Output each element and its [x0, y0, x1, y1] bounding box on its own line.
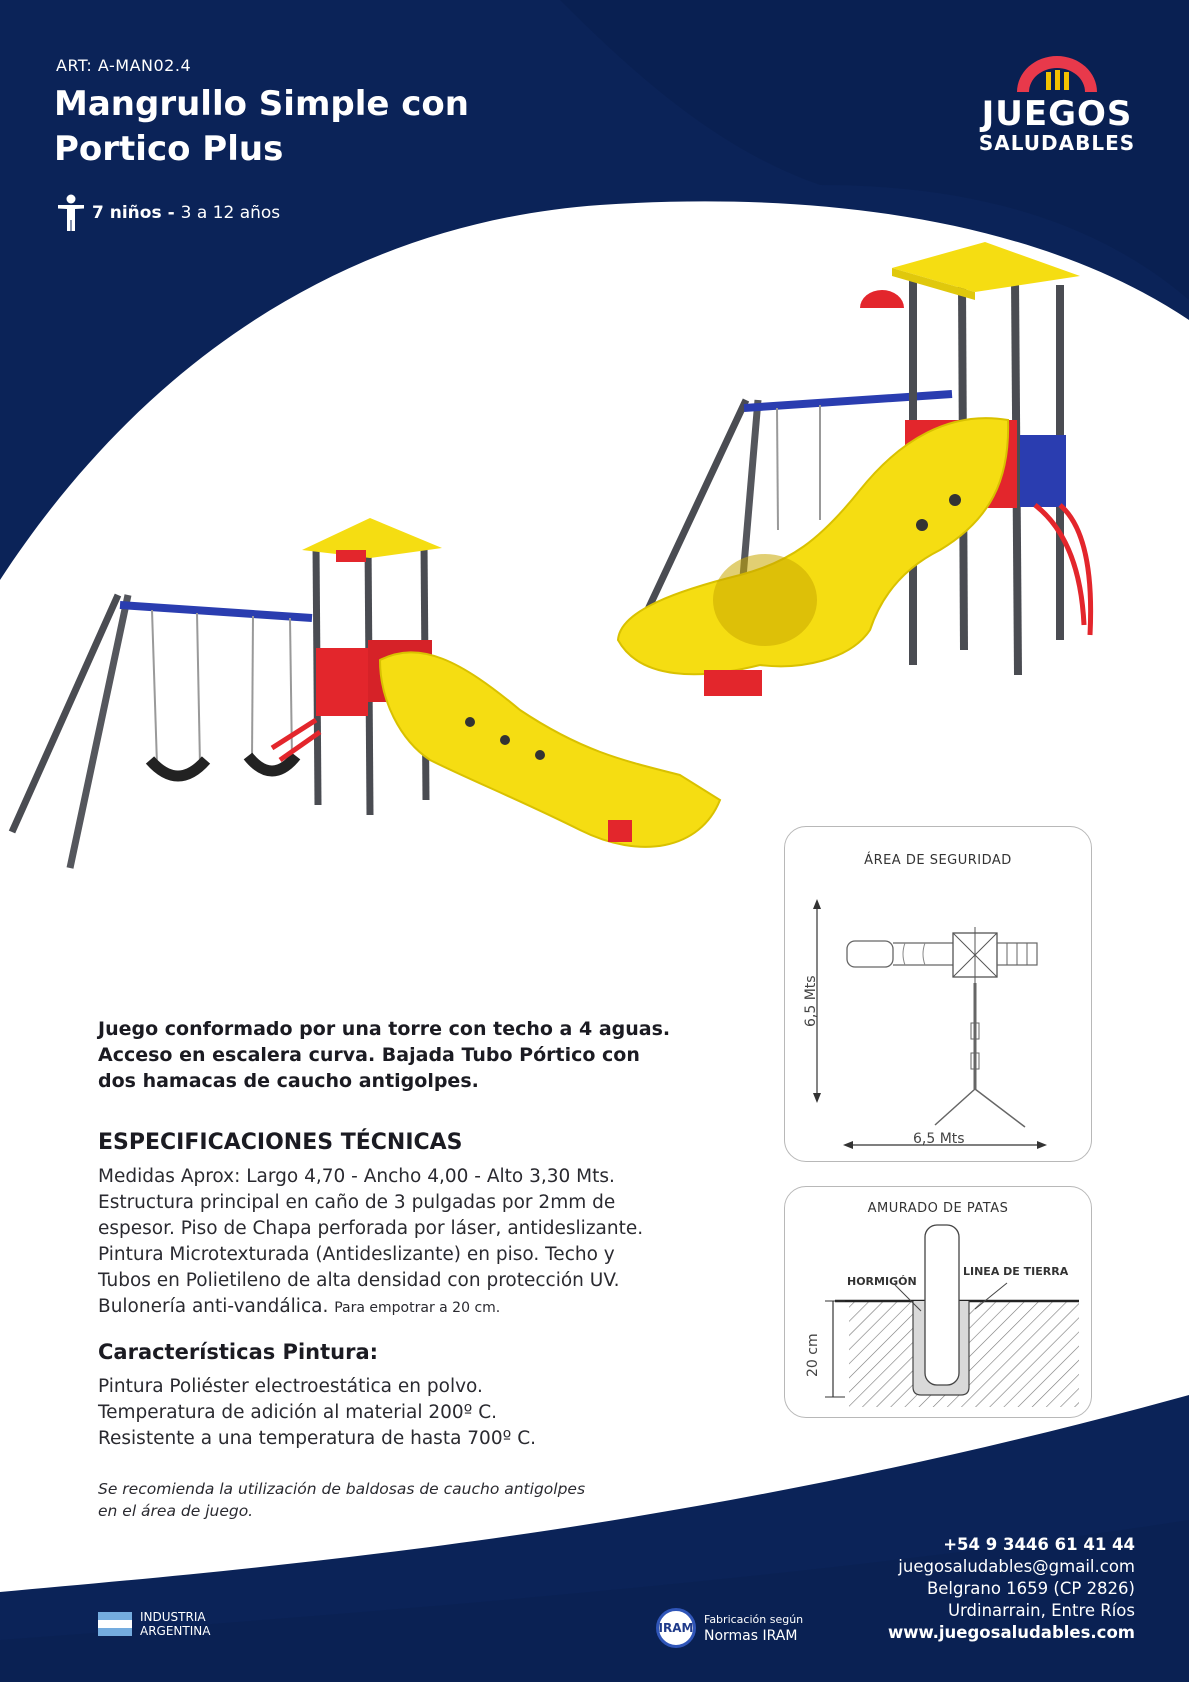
- industria-line-2: ARGENTINA: [140, 1624, 211, 1638]
- paint-list: [98, 1374, 638, 1452]
- contact-phone[interactable]: +54 9 3446 61 41 44: [943, 1535, 1135, 1554]
- product-title: Mangrullo Simple con Portico Plus: [54, 84, 469, 169]
- logo-arc-icon: [1011, 52, 1103, 94]
- depth-label: 20 cm: [805, 1333, 821, 1377]
- age-range: 3 a 12 años: [180, 203, 281, 223]
- tube-slide-left: [380, 652, 720, 847]
- recommendation-note: Se recomienda la utilización de baldosas de caucho antigolpes en el área de juego.: [98, 1480, 586, 1520]
- contact-website[interactable]: www.juegosaludables.com: [887, 1623, 1135, 1642]
- industria-argentina-badge: [98, 1610, 210, 1638]
- specs-small-text: Para empotrar a 20 cm.: [334, 1300, 501, 1316]
- ground-line-label: LINEA DE TIERRA: [963, 1265, 1069, 1278]
- safety-area-panel: [784, 826, 1092, 1162]
- product-illustration: [0, 240, 1189, 900]
- concrete-label: HORMIGÓN: [847, 1275, 917, 1288]
- article-code: [56, 56, 191, 75]
- paint-line-1: Pintura Poliéster electroestática en polvo.: [98, 1376, 483, 1397]
- tube-slide-right: [618, 418, 1008, 696]
- specs-body: [98, 1164, 658, 1321]
- child-icon: [56, 194, 86, 232]
- logo-line-2: SALUDABLES: [978, 131, 1136, 155]
- contact-email[interactable]: juegosaludables@gmail.com: [898, 1557, 1135, 1576]
- legs-title: AMURADO DE PATAS: [867, 1201, 1009, 1216]
- safety-area-diagram: [785, 827, 1093, 1163]
- paint-line-2: Temperatura de adición al material 200º C.: [98, 1402, 498, 1423]
- kids-separator: -: [167, 203, 175, 223]
- contact-address-1: Belgrano 1659 (CP 2826): [926, 1579, 1135, 1598]
- contact-block: [888, 1534, 1135, 1644]
- specs-title: ESPECIFICACIONES TÉCNICAS: [98, 1130, 463, 1155]
- iram-line-1: Fabricación según: [704, 1613, 804, 1626]
- swing-frame-left: [12, 595, 312, 868]
- capacity-info: [56, 194, 280, 232]
- industria-line-1: INDUSTRIA: [140, 1610, 206, 1624]
- iram-logo-icon: IRAM: [656, 1608, 696, 1648]
- paint-line-3: Resistente a una temperatura de hasta 700º C.: [98, 1428, 536, 1449]
- legs-panel: [784, 1186, 1092, 1418]
- argentina-flag-icon: [98, 1612, 132, 1636]
- legs-diagram: [785, 1187, 1093, 1419]
- safety-width-label: 6,5 Mts: [913, 1131, 965, 1147]
- logo-line-1: JUEGOS: [981, 94, 1133, 134]
- contact-address-2: Urdinarrain, Entre Ríos: [947, 1601, 1135, 1620]
- art-code: A-MAN02.4: [97, 56, 192, 75]
- iram-line-2: Normas IRAM: [704, 1628, 798, 1644]
- brand-logo: [972, 52, 1142, 154]
- kids-count: 7 niños: [92, 203, 162, 223]
- paint-title: Características Pintura:: [98, 1340, 379, 1364]
- specs-text: Medidas Aprox: Largo 4,70 - Ancho 4,00 - Alto 3,30 Mts. Estructura principal en caño de 3 pulgadas por 2mm de espesor. Piso de Chapa perforada por láser, antideslizante. Pintura Microtexturada (Antideslizante) en piso. Techo y Tubos en Polietileno de alta densidad con protección UV. Bulonería anti-vandálica.: [98, 1166, 644, 1317]
- iram-badge: [656, 1608, 803, 1648]
- art-label: ART:: [56, 56, 93, 75]
- safety-area-title: ÁREA DE SEGURIDAD: [864, 853, 1012, 868]
- product-description: Juego conformado por una torre con techo a 4 aguas. Acceso en escalera curva. Bajada Tubo Pórtico con dos hamacas de caucho antigolpes.: [98, 1018, 671, 1092]
- safety-height-label: 6,5 Mts: [803, 975, 819, 1027]
